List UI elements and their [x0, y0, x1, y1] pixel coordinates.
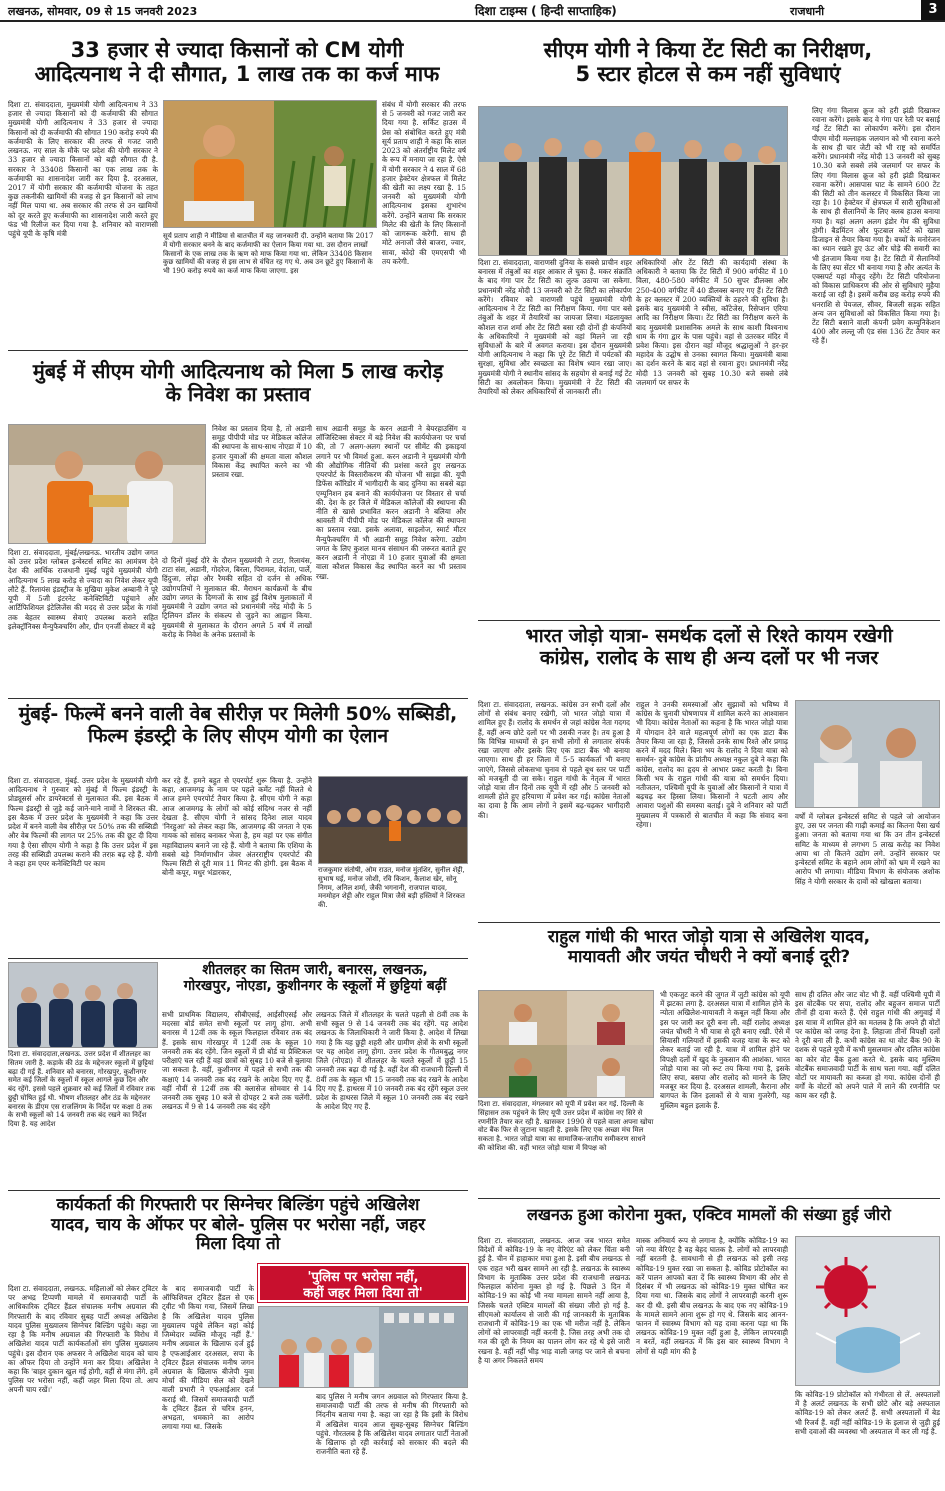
story5-col2: राहुल ने उनकी समस्याओं और सुझावों को भविष्य में कांग्रेस के चुनावी घोषणापत्र में शामिल करने का आश्वासन भी दिया। कांग्रेस नेताओं का कहना है कि भारत जोड़ो यात्रा में योगदान देने वाले महत्वपूर्ण लोगों का एक डाटा बैंक तैयार किया जा रहा है, जिससे उनके साथ रिश्ते और प्रगाढ़ करने में मदद मिले। बिना भय के रालोद ने दिया यात्रा को समर्थन- दुबे कांग्रेस के प्रांतीय अध्यक्ष नकुल दुबे ने कहा कि कांग्रेस, रालोद का हृदय से आभार प्रकट करती है। बिना किसी भय के राहुल गांधी की यात्रा को समर्थन दिया। नतीजतन, पश्चिमी यूपी के युवाओं और किसानों ने यात्रा में बढ़चढ़ कर हिस्सा लिया। किसानों ने घटती आय और आवारा पशुओं की समस्या बताई। दुबे ने शनिवार को पार्टी मुख्यालय में पत्रकारों से बातचीत में कहा कि संवाद बना रहेगा। — [636, 700, 788, 829]
story3-photo — [8, 424, 206, 544]
story6-headline-line1: शीतलहर का सितम जारी, बनारस, लखनऊ, — [202, 962, 428, 978]
story2-col2: अधिकारियों और टेंट सिटी की कार्यदायी संस्था के अधिकारी ने बताया कि टेंट सिटी में 900 वर्गफीट में 10 विला, 480-580 वर्गफीट में 50 सुपर डीलक्स और 250-400 वर्गफीट में 40 डीलक्स बनाए गए हैं। टेंट सिटी के हर क्लस्टर में 200 व्यक्तियों के ठहरने की सुविधा है। इसके बाद मुख्यमंत्री ने स्वीस, कॉटेजेस, रिसेप्शन एरिया आदि का निरीक्षण किया। टेंट सिटी का निरीक्षण करने के बाद मुख्यमंत्री प्रशासनिक अमले के साथ काशी विश्वनाथ धाम के गंगा द्वार के पास पहुंचे। वहां से उतरकर मंदिर में प्रवेश किया। इस दौरान वहां मौजूद श्रद्धालुओं ने हर-हर महादेव के उद्घोष से उनका स्वागत किया। मुख्यमंत्री बाबा का दर्शन करने के बाद वहां से रवाना हुए। प्रधानमंत्री नरेंद्र मोदी 13 जनवरी को सुबह 10.30 बजे सबसे लंबे जलमार्ग पर सफर के — [636, 258, 788, 387]
story2-headline-line1: सीएम योगी ने किया टेंट सिटी का निरीक्षण, — [543, 38, 873, 62]
school-children-photo-icon — [9, 963, 158, 1048]
story3-col1-top: निवेश का प्रस्ताव दिया है, तो अडानी समूह पीपीपी मोड पर मेडिकल कॉलेज की स्थापना के साथ-साथ नोएडा में 10 हजार युवाओं की क्षमता वाला कौशल विकास केंद्र स्थापित करने का भी प्रस्ताव रखा. — [212, 424, 312, 480]
farmer-photo-icon — [164, 101, 377, 228]
story3-col2: दो दिनों मुंबई दौरे के दौरान मुख्यमंत्री ने टाटा, रिलायंस, टाटा संस, अडानी, गोदरेज, बिरला, पिरामल, वेदांता, पार्ले, हिंदुजा, लोढ़ा और रैमकी सहित दो दर्जन से अधिक उद्योगपतियों ने मुलाकात की. मैराथन कार्यक्रमों के बीच उद्योग जगत के दिग्गजों के साथ हुई विशेष मुलाकातों में मुख्यमंत्री ने उद्योग जगत को प्रधानमंत्री नरेंद्र मोदी के 5 ट्रिलियन डॉलर के संकल्प से जुड़ने का आह्वान किया. मुख्यमंत्री से मुलाकात के दौरान अगले 5 वर्ष में लाखों करोड़ के निवेश के अनेक प्रस्तावों के — [162, 556, 312, 639]
story8-quote-line2: कहीं जहर मिला दिया तो' — [303, 1285, 423, 1301]
story4-caption: राजकुमार संतोषी, ओम राउत, मनोज मुंतशिर, सुनील शेट्टी, सुभाष घई, मनोज जोशी, रवि किशन, कैलाश खेर, सोनू निगम, अनिल शर्मा, जैकी भगनानी, राजपाल यादव, मनमोहन शेट्टी और राहुल मित्रा जैसे बड़ी हस्तियों ने शिरकत की. — [318, 866, 465, 909]
story2-headline-line2: 5 स्टार होटल से कम नहीं सुविधाएं — [575, 62, 841, 87]
story7-headline-line2: मायावती और जयंत चौधरी ने क्यों बनाई दूरी? — [567, 946, 851, 967]
story6-col2: सभी प्राथमिक विद्यालय, सीबीएसई, आईसीएसई और मदरसा बोर्ड समेत सभी स्कूलों पर लागू होगा. अभी बनारस में 12वीं तक के स्कूल फिलहाल रविवार तक बंद हैं. इसके साथ गोरखपुर में 12वीं तक के स्कूल 10 जनवरी तक बंद रहेंगे. जिन स्कूलों में प्री बोर्ड या प्रैक्टिकल परीक्षाएं चल रही हैं वहां छात्रों को सुबह 10 बजे से बुलाया जा सकता है. वहीं, कुशीनगर में पहले से सभी तक की कक्षाएं 14 जनवरी तक बंद रखने के आदेश दिए गए हैं. वहीं नौवीं से 12वीं तक की क्लासेज सोमवार से 14 जनवरी तक सुबह 10 बजे से दोपहर 2 बजे तक चलेंगी. लखनऊ में 9 से 14 जनवरी तक बंद रहेंगे — [162, 1010, 312, 1112]
story2-col3: लिए गंगा विलास क्रूज को हरी झंडी दिखाकर रवाना करेंगे। इसके बाद वे गंगा पार रेती पर बसाई गई टेंट सिटी का लोकार्पण करेंगे। इस दौरान पीएम मोदी मल्लाहक जलयान को भी रवाना करने के साथ ही चार जेटी को भी राष्ट्र को समर्पित करेंगे। प्रधानमंत्री नरेंद्र मोदी 13 जनवरी को सुबह 10.30 बजे सबसे लंबे जलमार्ग पर सफर के लिए गंगा विलास क्रूज को हरी झंडी दिखाकर रवाना करेंगे। आसपास घाट के सामने 600 टेंट की सिटी को तीन कलस्टर में विकसित किया जा रहा है। 10 हेक्टेयर में क्षेत्रफल में सारी सुविधाओं के साथ ही सैलानियों के लिए क्लब हाउस बनाया गया है। यहां अलग अलग इंडोर गेम की सुविधा होगी। बैडमिंटन और फुटबाल कोर्ट को खास डिजाइन से तैयार किया गया है। बच्चों के मनोरंजन का ध्यान रखते हुए ऊंट और घोड़े की सवारी का भी इंतजाम किया गया है। टेंट सिटी में सैलानियों के लिए स्पा सेंटर भी बनाया गया है और अत्यंत के एक्सपर्ट यहां मौजूद रहेंगे। टेंट सिटी परियोजना को विकास प्राधिकरण की ओर से सुविधाएं मुहैया कराई जा रही है। इसमें करीब छह करोड़ रुपये की धनराशि से पेयजल, सीवर, बिजली सड़क सहित अन्य जन सुविधाओं को विकसित किया गया है। टेंट सिटी बसाने वाली कंपनी प्रवेग कम्युनिकेशन 400 और लल्लू जी एंड संस 136 टेंट तैयार कर रहे हैं। — [812, 106, 940, 346]
story9-headline — [478, 1206, 940, 1224]
story6-headline — [162, 962, 468, 994]
story9-col1: दिशा टा. संवाददाता, लखनऊ. आज जब भारत समेत विदेशों में कोविड-19 के नए वेरिएंट को लेकर चिंता बनी हुई है. चीन में हाहाकार मचा हुआ है. इसी बीच लखनऊ से एक राहत भरी खबर सामने आ रही है. लखनऊ के स्वास्थ्य विभाग के मुताबिक उत्तर प्रदेश की राजधानी लखनऊ फिलहाल कोरोना मुक्त हो गई है. पिछले 3 दिन में कोविड-19 का कोई भी नया मामला सामने नहीं आया है, जिसके चलते एक्टिव मामलों की संख्या जीरो हो गई है. सीएमओ कार्यालय से जारी की गई जानकारी के मुताबिक राजधानी में कोविड-19 का एक भी मरीज नहीं है. लेकिन लोगों को लापरवाही नहीं करनी है. जिस तरह अभी तक दो गज की दूरी के नियम का पालन लोग कर रहे थे इसे जारी रखना है. वहीं नहीं भीड़ भाड़ वाली जगह पर जाने से बचना है या अगर निकलते समय — [478, 1236, 630, 1365]
story9-col2: मास्क अनिवार्य रूप से लगाना है, क्योंकि कोविड-19 का जो नया वेरिएंट है वह बेहद घातक है. लोगों को लापरवाही नहीं बरतनी है. सावधानी से ही लखनऊ को इसी तरह कोविड-19 मुक्त रखा जा सकता है. कोविड प्रोटोकॉल का करें पालन आपको बता दें कि स्वास्थ्य विभाग की ओर से दिसंबर में भी लखनऊ को कोविड-19 मुक्त घोषित कर दिया गया था. जिसके बाद लोगों ने लापरवाही करनी शुरू कर दी थी. इसी बीच लखनऊ के बाद एक नए कोविड-19 के मामले सामने आना शुरू हो गए थे. जिसके बाद आनन-फानन में स्वास्थ्य विभाग को यह दावा करना पड़ा था कि लखनऊ कोविड-19 मुक्त नहीं हुआ है, लेकिन लापरवाही न बरतें, वहीं लखनऊ में कि इस बार स्वास्थ्य विभाग ने लोगों से यही मांग की है — [636, 1236, 788, 1356]
masthead-title: दिशा टाइम्स ( हिन्दी साप्ताहिक) — [475, 4, 617, 18]
story4-headline — [8, 704, 468, 748]
story3-headline-line1: मुंबई में सीएम योगी आदित्यनाथ को मिला 5 लाख करोड़ — [32, 359, 444, 383]
story4-headline-line2: फिल्म इंडस्ट्री के लिए सीएम योगी का ऐलान — [87, 724, 388, 747]
story7-headline — [478, 928, 940, 967]
story3-col1: दिशा टा. संवाददाता, मुंबई/लखनऊ. भारतीय उद्योग जगत को उत्तर प्रदेश ग्लोबल इन्वेस्टर्स समिट का आमंत्रण देने देश की आर्थिक राजधानी मुंबई पहुंचे मुख्यमंत्री योगी आदित्यनाथ 5 लाख करोड़ से ज्यादा का निवेश लेकर यूपी लौटे हैं. रिलायंस इंडस्ट्रीज के मुखिया मुकेश अम्बानी ने पूरे यूपी में 5जी इंटरनेट कनेक्टिविटी पहुंचाने और आर्टिफिशियल इंटेलिजेंस की मदद से उत्तर प्रदेश के गांवों तक बेहतर स्वास्थ्य सेवाएं उपलब्ध कराने सहित इलेक्ट्रॉनिक्स मैन्युफैक्चरिंग और, ग्रीन एनर्जी सेक्टर में बड़े — [8, 548, 158, 631]
story7-headline-line1: राहुल गांधी की भारत जोड़ो यात्रा से अखिलेश यादव, — [547, 927, 871, 947]
story8-headline-line3: मिला दिया तो — [195, 1234, 281, 1255]
story5-headline — [478, 626, 940, 670]
story9-photo — [795, 1236, 940, 1386]
story6-headline-line2: गोरखपुर, नोएडा, कुशीनगर के स्कूलों में छुट्टियां बढ़ीं — [183, 978, 447, 995]
story1-headline-line2: आदित्यनाथ ने दी सौगात, 1 लाख तक का कर्ज माफ — [34, 62, 440, 87]
story6-col3: लखनऊ जिले में शीतलहर के चलते पहली से 8वीं तक के सभी स्कूल 9 से 14 जनवरी तक बंद रहेंगे. यह आदेश लखनऊ के जिलाधिकारी ने जारी किया है. आदेश में लिखा गया है कि यह छुट्टी शहरी और ग्रामीण क्षेत्रों के सभी स्कूलों पर यह आदेश लागू होगा. उत्तर प्रदेश के गौतमबुद्ध नगर जिले (नोएडा) में शीतलहर के चलते स्कूलों में छुट्टी 15 जनवरी तक बढ़ा दी गई है. वहीं देश की राजधानी दिल्ली में 8वीं तक के स्कूल भी 15 जनवरी तक बंद रखने के आदेश दिए गए हैं. हाथरस में 10 जनवरी तक बंद रहेंगे स्कूल उत्तर प्रदेश के हाथरस जिले में स्कूल 10 जनवरी तक बंद रखने के आदेश दिए गए हैं. — [316, 1010, 468, 1112]
story5-col3: वर्षों में ग्लोबल इन्वेस्टर्स समिट से पहले जो आयोजन हुए, उस पर जनता की गाढ़ी कमाई का कितना पैसा खर्च हुआ। जनता को बताया गया था कि उन तीन इन्वेस्टर्स समिट के माध्यम से लगभग 5 लाख करोड़ का निवेश आया था तो कितने उद्योग लगे. उन्होंने सरकार पर इन्वेस्टर्स समिट के बहाने आम लोगों को भ्रम में रखने का आरोप भी लगाया। मीडिया विभाग के संयोजक अशोक सिंह ने योगी सरकार के दावों को खोखला बताया। — [795, 812, 940, 886]
masthead-date: लखनऊ, सोमवार, 09 से 15 जनवरी 2023 — [8, 5, 198, 18]
story2-headline — [478, 38, 938, 86]
story7-caption: दिशा टा. संवाददाता, मंगलवार को यूपी में प्रवेश कर गई. दिल्ली के सिंहासन तक पहुंचने के लिए यूपी उत्तर प्रदेश में कांग्रेस नए सिरे से रणनीति तैयार कर रही है. खासकर 1990 से पहले वाला अपना खोया वोट बैंक फिर से जुटाना चाहती है. इसके लिए एक अच्छा मंच मिल सकता है. भारत जोड़ो यात्रा का सामाजिक-जातीय समीकरण साधने की कोशिश की. वहीं भारत जोड़ो यात्रा में विपक्ष को — [478, 1100, 654, 1152]
story1-col1: दिशा टा. संवाददाता, मुख्यमंत्री योगी आदित्यनाथ ने 33 हजार से ज्यादा किसानों को दी कर्जमाफी की सौगात मुख्यमंत्री योगी आदित्यनाथ ने 33 हजार से ज्यादा किसानों को दी कर्जमाफी की सौगात 190 करोड़ रुपये की कर्जमाफी के लिए सरकार की तरफ से गजट जारी लखनऊ. नए साल के मौके पर प्रदेश की योगी सरकार ने 33 हजार से ज्यादा किसानों को बड़ी सौगात दी है. सरकार ने 33408 किसानों का एक लाख तक के कर्जमाफी का शासनादेश जारी कर दिया है. दरअसल, 2017 में योगी सरकार की कर्जमाफी योजना के तहत कुछ तकनीकी खामियों की वजह से इन किसानों को लाभ नहीं मिल पाया था. अब सरकार की तरफ से उन खामियों को दूर करते हुए कर्जमाफी का शासनादेश जारी करते हुए फंड भी रिलीज कर दिया गया है. शनिवार को वाराणसी पहुंचे यूपी के कृषि मंत्री — [8, 100, 158, 239]
tent-city-visit-photo-icon — [479, 107, 788, 256]
story8-col1: दिशा टा. संवाददाता, लखनऊ. महिलाओं को लेकर ट्विटर पर अभद्र टिप्पणी मामले में समाजवादी पार्टी के आधिकारिक ट्विटर हैंडल संचालक मनीष अग्रवाल की गिरफ्तारी के बाद रविवार सुबह पार्टी अध्यक्ष अखिलेश यादव पुलिस मुख्यालय सिग्नेचर बिल्डिंग पहुंचे। कहा जा रहा है कि मनीष अग्रवाल की गिरफ्तारी के विरोध में अखिलेश यादव पार्टी कार्यकर्ताओं संग पुलिस मुख्यालय पहुंचे। इस दौरान एक अफसर ने अखिलेश यादव को चाय का ऑफर दिया तो उन्होंने मना कर दिया। अखिलेश ने कहा कि 'बाहर दुकान खुल गई होगी, वहीं से मंगा लेंगे. हमें पुलिस पर भरोसा नहीं, कहीं जहर मिला दिया तो. आप अपनी चाय रखें।' — [8, 1284, 158, 1395]
story5-headline-line1: भारत जोड़ो यात्रा- समर्थक दलों से रिश्ते कायम रखेगी — [525, 625, 893, 647]
divider — [8, 958, 468, 959]
story3-col3: साथ अडानी समूह के करन अडानी ने बेयरहाउसिंग व लॉजिस्टिक्स सेक्टर में बड़े निवेश की कार्ययोजना पर चर्चा की, तो 7 अलग-अलग स्थानों पर सीमेंट की इकाइयां लगाने पर भी विमर्श हुआ. करन अडानी ने मुख्यमंत्री योगी की औद्योगिक नीतियों की प्रशंसा करते हुए लखनऊ एयरपोर्ट के विस्तारीकरण की योजना भी साझा की. यूपी डिफेंस कॉरिडोर में भागीदारी के बाद दुनिया का सबसे बड़ा एम्यूनिशन हब बनाने की कार्ययोजना पर विस्तार से चर्चा की. देश के हर जिले में मेडिकल कॉलेजों की स्थापना की नीति से खासे प्रभावित करन अडानी ने बलिया और श्रावस्ती में पीपीपी मोड पर मेडिकल कॉलेज की स्थापना का प्रस्ताव रखा. इसके अलावा, साइलोज, स्मार्ट मीटर मैन्युफैक्चरिंग में भी अडानी समूह निवेश करेगा. उद्योग जगत के लिए कुशल मानव संसाधन की जरूरत बताते हुए करन अडानी ने नोएडा में 10 हजार युवाओं की क्षमता वाला कौशल विकास केंद्र स्थापित करने का भी प्रस्ताव रखा. — [316, 424, 466, 581]
film-industry-meeting-photo-icon — [319, 777, 468, 864]
rahul-gandhi-photo-icon — [796, 701, 940, 808]
story8-headline — [8, 1196, 468, 1255]
signature-building-photo-icon — [259, 1307, 468, 1388]
page-number: 3 — [921, 0, 945, 20]
story1-caption: सूर्य प्रताप शाही ने मीडिया से बातचीत में यह जानकारी दी. उन्होंने बताया कि 2017 में योगी सरकार बनने के बाद कर्जमाफी का ऐलान किया गया था. उस दौरान लाखों किसानों के एक लाख तक के ऋण को माफ किया गया था. लेकिन 33408 किसान कुछ खामियों की वजह से इस लाभ से वंचित रह गए थे. अब उन छूटे हुए किसानों के भी 190 करोड़ रुपये का कर्ज माफ किया जाएगा. इस — [163, 232, 374, 275]
story2-photo — [478, 106, 788, 256]
meeting-photo-icon — [9, 425, 206, 544]
story5-headline-line2: कांग्रेस, रालोद के साथ ही अन्य दलों पर भी नजर — [539, 646, 879, 669]
masthead — [0, 0, 945, 22]
story3-headline — [8, 360, 468, 406]
divider — [8, 1190, 468, 1191]
divider — [8, 698, 468, 699]
story9-col3: कि कोविड-19 प्रोटोकॉल को गंभीरता से लें. अस्पतालों में है अलर्ट लखनऊ के सभी छोटे और बड़े अस्पताल कोविड-19 को लेकर अलर्ट हैं. सभी अस्पतालों में बेड भी रिजर्व हैं. वहीं नहीं कोविड-19 के इलाज से जुड़ी हुई सभी दवाओं की व्यवस्था भी अस्पताल में कर ली गई है. — [795, 1390, 940, 1436]
story4-col1: दिशा टा. संवाददाता, मुंबई. उत्तर प्रदेश के मुख्यमंत्री योगी आदित्यनाथ ने गुरुवार को मुंबई में फिल्म इंडस्ट्री के प्रोड्यूसर्स और डायरेक्टर्स से मुलाकात की. इस बैठक में फिल्म इंडस्ट्री से जुड़े कई जाने-माने नामों ने शिरकत की. इस बैठक में उत्तर प्रदेश के मुख्यमंत्री ने कहा कि उत्तर प्रदेश में बनने वाली वेब सीरीज़ पर 50% तक की सब्सिडी और वेब फिल्मों की लागत पर 25% तक की छूट दी दिया गया है ऐसा सीएम योगी ने कहा है कि उत्तर प्रदेश में इस तरह की सब्सिडी उपलब्ध कराने की तरफ़ बढ़ रहे हैं. योगी ने कहा हम एयर कनेक्टिविटी पर काम — [8, 776, 158, 868]
story1-headline — [8, 38, 466, 86]
story8-quote-line1: 'पुलिस पर भरोसा नहीं, — [307, 1270, 419, 1285]
story7-photo — [478, 990, 654, 1098]
story5-photo — [795, 700, 940, 808]
story8-headline-line2: यादव, चाय के ऑफर पर बोले- पुलिस पर भरोसा नहीं, जहर — [50, 1214, 426, 1235]
story8-col2: के बाद समाजवादी पार्टी के ऑफिशियल ट्विटर हैंडल से एक ट्वीट भी किया गया, जिसमें लिखा है कि अखिलेश यादव पुलिस मुख्यालय पहुंचे लेकिन वहां कोई जिम्मेदार व्यक्ति मौजूद नहीं हैं.' मनीष अग्रवाल के खिलाफ दर्ज हुई है एफआईआर दरअसल, सपा के ट्विटर हैंडल संचालक मनीष जगन अग्रवाल के खिलाफ बीजेपी युवा मोर्चा की मीडिया सेल को देखने वाली प्रभारी ने एफआईआर दर्ज कराई थी. जिसमें समाजवादी पार्टी के ट्विटर हैंडल से चरित्र हनन, अभद्रता, धमकाने का आरोप लगाया गया था. जिसके — [162, 1284, 254, 1432]
story5-col1: दिशा टा. संवाददाता, लखनऊ. कांग्रेस उन सभी दलों और लोगों से संबंध बनाए रखेगी, जो भारत जोड़ो यात्रा में शामिल हुए हैं। रालोद के समर्थन से जहां कांग्रेस नेता गदगद हैं, वहीं अन्य छोटे दलों पर भी उसकी नजर है। तय हुआ है कि विभिन्न माध्यमों से इन सभी लोगों से लगातार संपर्क रखा जाएगा और इसके लिए एक डाटा बैंक भी बनाया जाएगा। साथ ही हर जिला में 5-5 कार्यकर्ता भी बनाए जाएंगे, जिससे लोकसभा चुनाव से पहले बूथ स्तर पर पार्टी को मजबूती दी जा सके। राहुल गांधी के नेतृत्व में भारत जोड़ो यात्रा तीन दिनों तक यूपी में रही और 5 जनवरी को शामली होते हुए हरियाणा में प्रवेश कर गई। कांग्रेस नेताओं का दावा है कि आम लोगों ने इसमें बढ़-चढ़कर भागीदारी की। — [478, 700, 630, 820]
story8-quote-box — [258, 1264, 468, 1302]
story1-col3: संबंध में योगी सरकार की तरफ से 5 जनवरी को गजट जारी कर दिया गया है. सर्किट हाउस में प्रेस को संबोधित करते हुए मंत्री सूर्य प्रताप शाही ने कहा कि साल 2023 को अंतर्राष्ट्रीय मिलेट वर्ष के रूप में मनाया जा रहा है. ऐसे में योगी सरकार ने 4 साल में 68 हजार हेक्टेयर क्षेत्रफल में मिलेट की खेती का लक्ष्य रखा है. 15 जनवरी को मुख्यमंत्री योगी आदित्यनाथ इसका शुभारंभ करेंगे. उन्होंने बताया कि सरकार मिलेट की खेती के लिए किसानों को जागरूक करेगी. साथ ही मोटे अनाजों जैसे बाजरा, ज्वार, सावा, कोदो की एमएसपी भी तय करेगी. — [382, 100, 466, 266]
story2-col1: दिशा टा. संवाददाता, वाराणसी दुनिया के सबसे प्राचीन शहर बनारस में तंबुओं का शहर आकार ले चुका है. मकर संक्रांति के बाद गंगा पार टेंट सिटी का लुत्फ उठाया जा सकेगा. प्रधानमंत्री नरेंद्र मोदी 13 जनवरी को टेंट सिटी का लोकार्पण करेंगे। रविवार को वाराणसी पहुंचे मुख्यमंत्री योगी आदित्यनाथ ने टेंट सिटी का निरीक्षण किया. गंगा पार बसे तंबुओं के शहर में तैयारियों का जायजा लिया। मंडलायुक्त कौशल राज शर्मा और टेंट सिटी बसा रही दोनों ही कंपनियों के अधिकारियों ने मुख्यमंत्री को वहां मिलने जा रही सुविधाओं के बारे में अवगत कराया। इस दौरान मुख्यमंत्री योगी आदित्यनाथ ने कहा कि पूरे टेंट सिटी में पर्यटकों की सुरक्षा, सुविधा और स्वच्छता का विशेष ध्यान रखा जाए। मुख्यमंत्री योगी ने स्थानीय सांसद के सहयोग से बनाई गई टेंट सिटी का अवलोकन किया। मुख्यमंत्री ने टेंट सिटी की तैयारियों को लेकर अधिकारियों से जानकारी ली। — [478, 258, 632, 397]
coronavirus-mask-photo-icon — [796, 1237, 940, 1386]
story8-photo — [258, 1306, 468, 1388]
opposition-leaders-photo-icon — [479, 991, 654, 1098]
story1-photo — [163, 100, 377, 228]
story8-headline-line1: कार्यकर्ता की गिरफ्तारी पर सिग्नेचर बिल्डिंग पहुंचे अखिलेश — [56, 1195, 420, 1215]
story1-headline-line1: 33 हजार से ज्यादा किसानों को CM योगी — [70, 38, 404, 62]
story4-col2: कर रहे हैं, हमने बहुत से एयरपोर्ट शुरू किया है. उन्होंने कहा, आजमगढ़ के नाम पर पहले कमेंट नहीं मिलते थे आज हमने एयरपोर्ट तैयार किया है. सीएम योगी ने कहा आज आजमगढ़ के लोगों को कोई संदिग्ध नजर से नहीं देखता है. सीएम योगी ने सांसद दिनेश लाल यादव 'निरहुआ' को लेकर कहा कि, आजमगढ़ की जनता ने एक गायक को सांसद बनाकर भेजा है, हम वहां पर एक संगीत महाविद्यालय बनाने जा रहे हैं. योगी ने बताया कि एशिया के सबसे बड़े निर्माणाधीन जेवर अंतरराष्ट्रीय एयरपोर्ट की फिल्म सिटी से दूरी मात्र 11 मिनट की होगी. इस बैठक में बोनी कपूर, मधुर भंडारकर, — [162, 776, 312, 878]
story4-photo — [318, 776, 468, 864]
divider — [478, 620, 940, 621]
story6-caption: दिशा टा. संवाददाता,लखनऊ. उत्तर प्रदेश में शीतलहर का सितम जारी है. कड़ाके की ठंड के मद्देनजर स्कूलों में छुट्टियां बढ़ा दी गई हैं. शनिवार को बनारस, गोरखपुर, कुशीनगर समेत कई जिलों के स्कूलों में स्कूल आगले कुछ दिन और बंद रहेंगे. इससे पहले शुक्रवार को कई जिलों में रविवार तक छुट्टी घोषित हुई थी. भीषण शीतलहर और ठंड के मद्देनजर बनारस के डीएम एस राजलिंगम के निर्देश पर कक्षा 8 तक के सभी स्कूलों को 14 जनवरी तक बंद रखने का निर्देश दिया है. यह आदेश — [8, 1050, 156, 1128]
divider — [478, 1198, 940, 1199]
story3-headline-line2: के निवेश का प्रस्ताव — [165, 382, 311, 406]
story4-headline-line1: मुंबई- फिल्में बनने वाली वेब सीरीज़ पर मिलेगी 50% सब्सिडी, — [18, 703, 458, 725]
divider — [8, 350, 468, 351]
masthead-section: राजधानी — [790, 5, 825, 18]
story9-headline-line1: लखनऊ हुआ कोरोना मुक्त, एक्टिव मामलों की संख्या हुई जीरो — [527, 1205, 891, 1224]
story7-col2: भी एकजुट करने की जुगत में जुटी कांग्रेस को यूपी में झटका लगा है. दरअसल यात्रा में शामिल होने के न्योता अखिलेश-मायावती ने कबूल नहीं किया और इस पर जारी कर दूरी बना ली. वहीं रालोद अध्यक्ष जयंत चौधरी ने भी यात्रा से दूरी बनाए रखी. ऐसे में सियासी गलियारों में इसकी वजह यात्रा के रूट को लेकर बताई जा रही है. यात्रा में शामिल होने पर विपक्षी दलों में खुद के नुकसान की आशंका. भारत जोड़ो यात्रा का जो रूट तय किया गया है, इसके लिए सपा, बसपा और रालोद को मानने के लिए मजबूर कर दिया है. दरअसल शामली, कैराना और बागपत के जिन इलाकों से ये यात्रा गुजरेगी, यह मुस्लिम बहुल इलाके हैं. — [660, 990, 790, 1110]
divider — [478, 922, 940, 923]
story6-photo — [8, 962, 158, 1048]
story7-col3: साथ ही दलित और जाट वोट भी हैं. वहीं पश्चिमी यूपी में इस वोटबैंक पर सपा, रालोद और बहुजन समाज पार्टी तीनों ही दावा करते हैं. ऐसे राहुल गांधी की अगुवाई में इस यात्रा में शामिल होने का मतलब है कि अपने ही वोटों पर कांग्रेस को जगह देना है. लिहाजा तीनों विपक्षी दलों ने दूरी बना ली है. कभी कांग्रेस का था वोट बैंक 90 के दशक से पहले यूपी में कभी मुसलमान और दलित कांग्रेस का कोर वोट बैंक हुआ करते थे. इसके बाद मुस्लिम वोटबैंक समाजवादी पार्टी के साथ चला गया. वहीं दलित वोटों पर मायावती का कब्जा हो गया. कांग्रेस दोनों ही वर्गों के वोटरों को अपने पाले में लाने की रणनीति पर काम कर रही है. — [795, 990, 940, 1101]
story8-col3: बाद पुलिस ने मनीष जगन अग्रवाल को गिरफ्तार किया है. समाजवादी पार्टी की तरफ से मनीष की गिरफ्तारी को निंदनीय बताया गया है. कहा जा रहा है कि इसी के विरोध में अखिलेश यादव आज सुबह-सुबह सिग्नेचर बिल्डिंग पहुंचे. गौरतलब है कि अखिलेश यादव लगातार पार्टी नेताओं के खिलाफ हो रही कार्रवाई को सरकार की बदले की राजनीति बता रहे हैं. — [316, 1392, 468, 1457]
